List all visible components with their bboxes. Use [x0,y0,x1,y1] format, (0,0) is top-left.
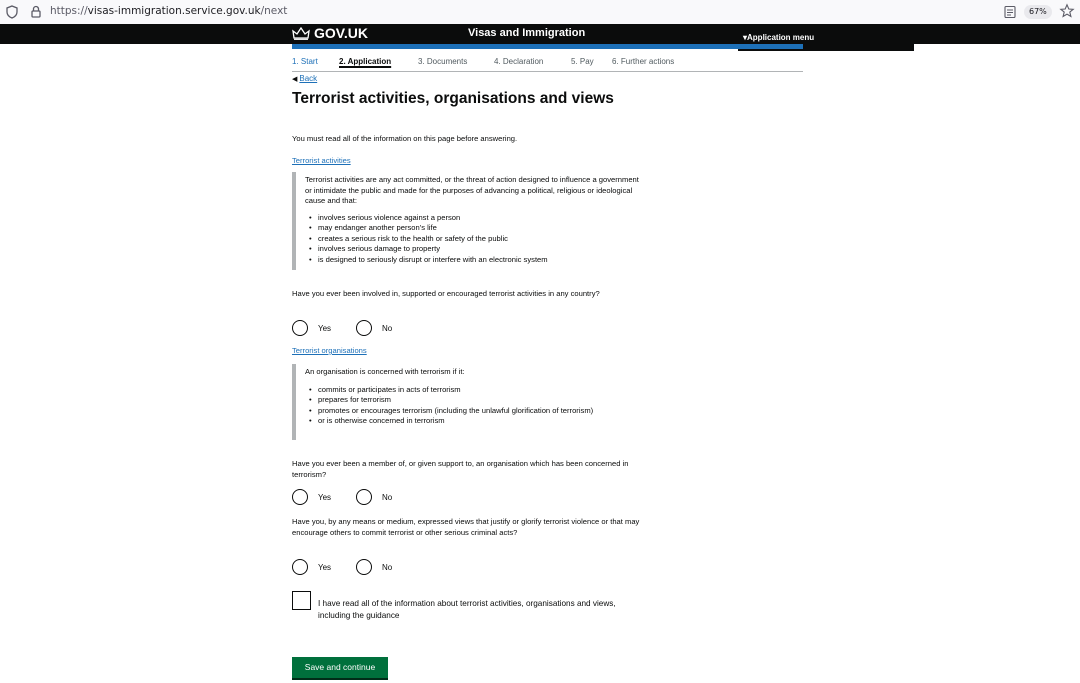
organisations-definition: An organisation is concerned with terrorism if it: [305,367,465,376]
activities-definition: Terrorist activities are any act committed, or the threat of action designed to influence a government or intimidate the public and made for the purposes of advancing a political, religious or ideological cause and that: [305,175,639,205]
list-item: • may endanger another person's life [318,223,646,234]
radio-q2-no[interactable] [356,489,392,505]
application-menu-label: ▾Application menu [743,33,815,42]
question-terrorist-organisations: Have you ever been a member of, or given support to, an organisation which has been concerned in terrorism? [292,459,629,479]
bookmark-star-icon[interactable] [1059,3,1075,19]
radio-label: No [382,562,393,572]
url-host: visas-immigration.service.gov.uk [87,5,261,17]
list-item: • involves serious damage to property [318,244,646,255]
step-application[interactable]: 2. Application [339,57,392,66]
radio-label: Yes [318,492,332,502]
list-item: • commits or participates in acts of terrorism [318,385,656,396]
radio-circle[interactable] [356,489,372,505]
url-path: /next [260,5,288,17]
radio-circle[interactable] [292,320,308,336]
url-prefix: https:// [50,5,88,17]
zoom-level-button[interactable]: 67% [1024,5,1052,19]
radio-q3-yes[interactable] [292,559,331,575]
terrorist-activities-link[interactable]: Terrorist activities [292,156,351,165]
terrorist-organisations-link[interactable]: Terrorist organisations [292,346,367,355]
radio-q1-yes[interactable] [292,320,331,336]
intro-text: You must read all of the information on this page before answering. [292,134,518,143]
shield-icon[interactable] [4,4,20,20]
radio-q1-no[interactable] [356,320,392,336]
list-item: • involves serious violence against a person [318,213,646,224]
page-title: Terrorist activities, organisations and views [292,90,614,107]
radio-circle[interactable] [356,559,372,575]
question-terrorist-views: Have you, by any means or medium, expressed views that justify or glorify terrorist violence or that may encourage others to commit terrorist or other serious criminal acts? [292,517,640,537]
govuk-logo[interactable] [292,25,368,41]
back-arrow-icon: ◀ [292,76,298,83]
list-item: • prepares for terrorism [318,395,656,406]
radio-label: No [382,323,393,333]
step-start[interactable]: 1. Start [292,57,318,66]
radio-label: Yes [318,562,332,572]
activities-list [296,213,646,266]
back-link[interactable] [292,74,317,83]
list-item: • creates a serious risk to the health or safety of the public [318,234,646,245]
crown-icon [292,27,310,40]
radio-circle[interactable] [356,320,372,336]
browser-toolbar [0,0,1080,24]
radio-circle[interactable] [292,559,308,575]
lock-icon[interactable] [28,4,44,20]
read-confirmation-label[interactable]: I have read all of the information about terrorist activities, organisations and views, including the guidance [318,599,616,620]
step-further-actions: 6. Further actions [612,57,675,66]
list-item: • promotes or encourages terrorism (including the unlawful glorification of terrorism) [318,406,656,417]
radio-circle[interactable] [292,489,308,505]
organisations-list [296,385,656,427]
reader-view-icon[interactable] [1003,5,1017,19]
step-pay: 5. Pay [571,57,594,66]
save-and-continue-button[interactable]: Save and continue [292,657,388,678]
read-confirmation-checkbox[interactable] [292,591,311,610]
step-documents: 3. Documents [418,57,468,66]
radio-label: Yes [318,323,332,333]
service-name[interactable]: Visas and Immigration [468,27,586,39]
back-label: Back [299,74,318,83]
organisations-inset [292,364,656,440]
list-item: • or is otherwise concerned in terrorism [318,416,656,427]
header-blue-bar [292,44,803,49]
progress-steps [292,57,803,72]
question-terrorist-activities: Have you ever been involved in, supported or encouraged terrorist activities in any country? [292,289,600,298]
list-item: • is designed to seriously disrupt or interfere with an electronic system [318,255,646,266]
step-declaration: 4. Declaration [494,57,544,66]
address-bar[interactable] [50,5,287,17]
radio-q3-no[interactable] [356,559,392,575]
radio-q2-yes[interactable] [292,489,331,505]
logo-text: GOV.UK [314,25,368,41]
activities-inset [292,172,646,270]
govuk-header [0,24,1080,44]
radio-label: No [382,492,393,502]
